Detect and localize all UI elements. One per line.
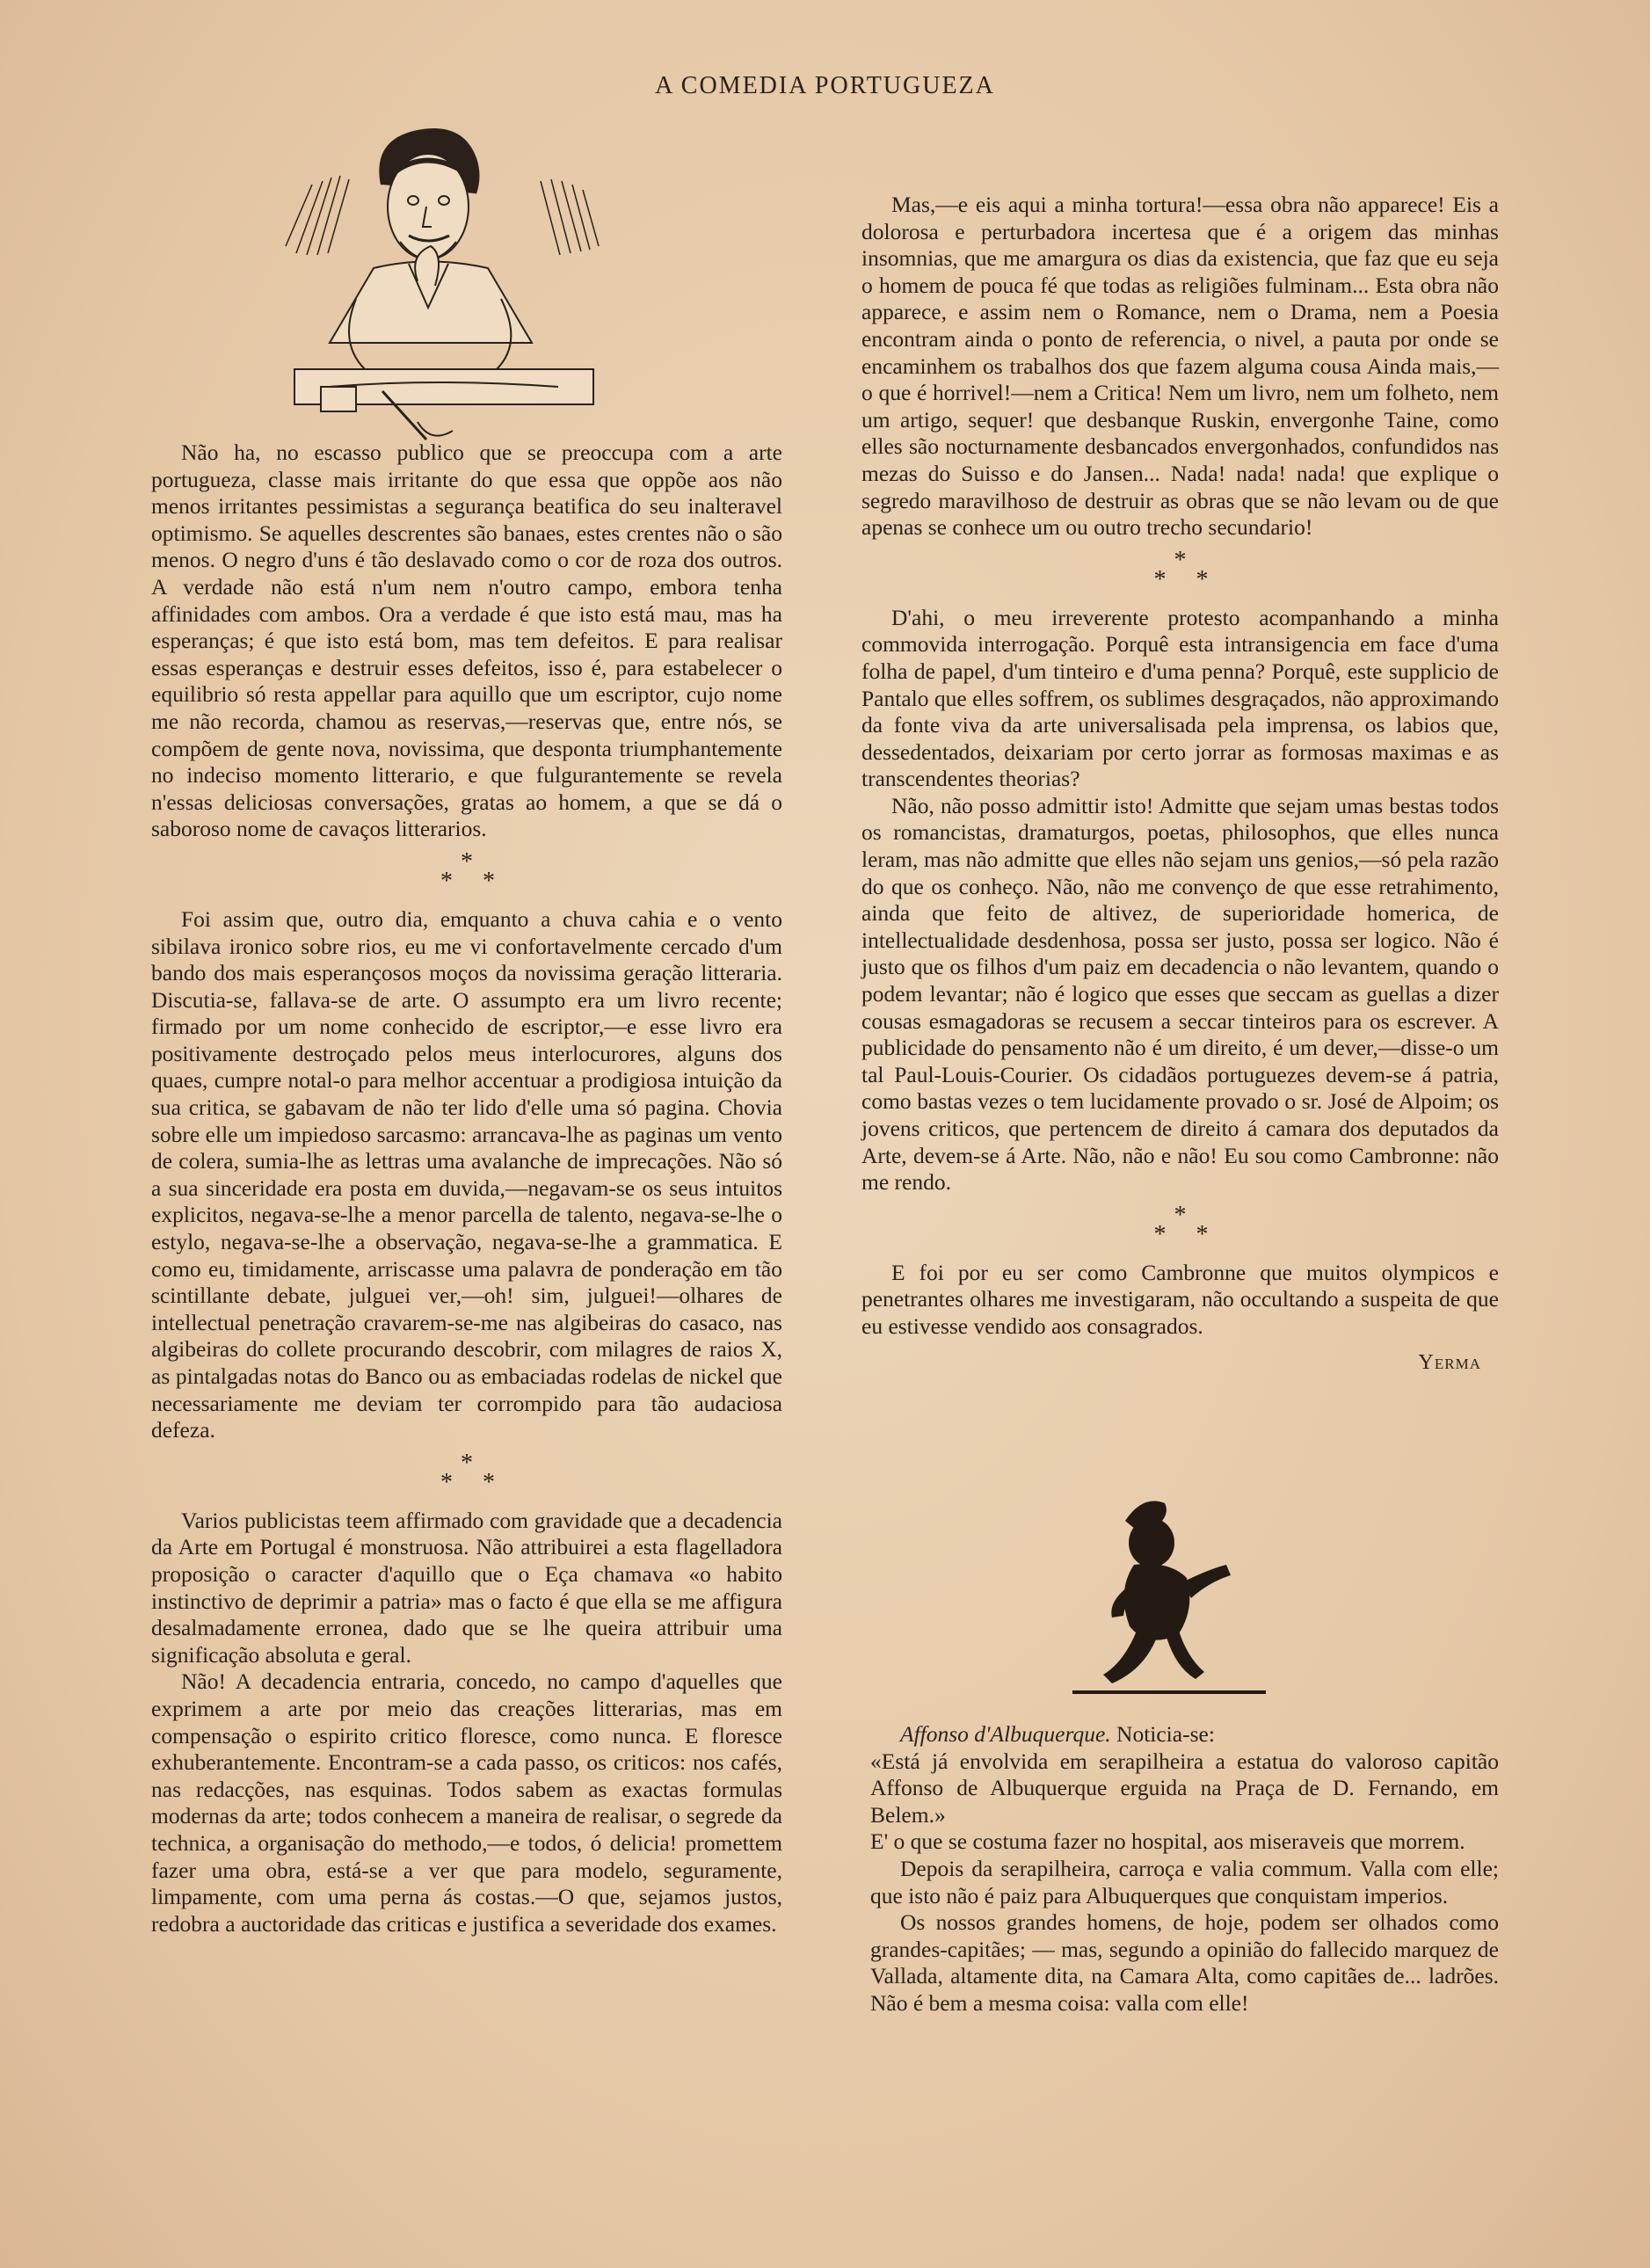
author-signature: Yerma — [1418, 1350, 1481, 1374]
section-separator: * * * — [1153, 546, 1209, 593]
paragraph: Não! A decadencia entraria, concedo, no campo d'aquelles que exprimem a arte por meio das creações litterarias, mas em compensação o espirito critico floresce, como nunca. E floresce exhuberantemente. Encontram-se a cada passo, os criticos: nos cafés, nas redacções, nas esquinas. Todos sabem as exactas formulas modernas da arte; todos conhecem a maneira de realisar, o segrede da technica, a organisação do methodo,—e todos, ó delicia! promettem fazer uma obra, está-se a ver que para modelo, seguramente, limpamente, com uma perna ás costas.—O que, sejamos justos, redobra a auctoridade das criticas e justifica a severidade dos exames. — [151, 1668, 782, 1937]
paragraph: Affonso d'Albuquerque. Noticia-se: — [900, 1721, 1215, 1747]
paragraph: Foi assim que, outro dia, emquanto a chuva cahia e o vento sibilava ironico sobre rios, eu me vi confortavelmente cercado d'um bando dos mais esperançosos moços da novissima geração litteraria. Discutia-se, fallava-se de arte. O assumpto era um livro recente; firmado por um nome conhecido de escriptor,—e esse livro era positivamente destroçado pelos meus interlocurores, alguns dos quaes, cumpre notal-o para melhor accentuar a prodigiosa intuição da sua critica, se gabavam de não ter lido d'elle uma só pagina. Chovia sobre elle um impiedoso sarcasmo: arrancava-lhe as paginas um vento de colera, sumia-lhe as lettras uma avalanche de imprecações. Não só a sua sinceridade era posta em duvida,—negavam-se os seus intuitos explicitos, negava-se-lhe a menor parcella de talento, negava-se-lhe o estylo, negava-se-lhe a observação, negava-se-lhe a grammatica. E como eu, timidamente, arriscasse uma palavra de ponderação em tão scintillante debate, julguei ver,—oh! sim, julguei!—olhares de intellectual penetração cravarem-se-me nas algibeiras do casaco, nas algibeiras do collete procurando descobrir, com milagres de raios X, as pintalgadas notas do Banco ou as embaciadas rodelas de nickel que necessariamente me deviam ter corrompido para tão audaciosa defeza. — [151, 905, 782, 1443]
right-column — [861, 192, 1499, 1376]
walking-figure-illustration — [1064, 1494, 1275, 1710]
paragraph: Depois da serapilheira, carroça e valia commum. Valla com elle; que isto não é paiz para Albuquerques que conquistam imperios. — [870, 1855, 1499, 1908]
page-header: A COMEDIA PORTUGUEZA — [655, 72, 995, 99]
paragraph: D'ahi, o meu irreverente protesto acompanhando a minha commovida interrogação. Porquê esta intransigencia em face d'uma folha de papel, d'um tinteiro e d'uma penna? Porquê, este supplicio de Pantalo que elles soffrem, os sublimes desgraçados, não approximando da fonte viva da arte universalisada pela imprensa, os labios que, dessedentados, deixariam por certo jorrar as formosas maximas e as transcendentes theorias? — [861, 604, 1499, 792]
section-separator: * * * — [440, 847, 495, 895]
paragraph: E' o que se costuma fazer no hospital, aos miseraveis que morrem. — [870, 1828, 1465, 1855]
section-separator: * * * — [1153, 1201, 1209, 1248]
paragraph: Não ha, no escasso publico que se preoccupa com a arte portugueza, classe mais irritante do que essa que oppõe aos não menos irritantes pessimistas a segurança beatifica do seu inalteravel optimismo. Se aquelles descrentes são banaes, estes crentes não o são menos. O negro d'uns é tão deslavado como o cor de roza dos outros. A verdade não está n'um nem n'outro campo, embora tenha affinidades com ambos. Ora a verdade é que isto está mau, mas ha esperanças; é que isto está bom, mas tem defeitos. E para realisar essas esperanças e destruir esses defeitos, isso é, para estabelecer o equilibrio só resta appellar para aquillo que um escriptor, cujo nome me não recorda, chamou as reservas,—reservas que, entre nós, se compõem de gente nova, novissima, que desponta triumphantemente no indeciso momento litterario, e que fulgurantemente se revela n'essas deliciosas conversações, gratas ao homem, a que se dá o saboroso nome de cavaços litterarios. — [151, 440, 782, 842]
paragraph: E foi por eu ser como Cambronne que muitos olympicos e penetrantes olhares me investigaram, não occultando a suspeita de que eu estivesse vendido aos consagrados. — [861, 1259, 1499, 1339]
section-lead: Affonso d'Albuquerque. — [900, 1721, 1111, 1747]
paragraph: Mas,—e eis aqui a minha tortura!—essa obra não apparece! Eis a dolorosa e perturbadora incertesa que é a origem das minhas insomnias, que me amargura os dias da existencia, que faz que eu seja o homem de pouca fé que todas as religiões fulminam... Esta obra não apparece, e assim nem o Romance, nem o Drama, nem a Poesia encontram ainda o ponto de referencia, o nivel, a pauta por onde se encaminhem os trabalhos dos que fazem alguma cousa Ainda mais,—o que é horrivel!—nem a Critica! Nem um livro, nem um folheto, nem um artigo, sequer! que desbanque Ruskin, envergonhe Taine, como elles são nocturnamente desbancados envergonhados, confundidos nas mezas do Suisso e do Jansen... Nada! nada! nada! que explique o segredo maravilhoso de destruir as obras que se não levam ou de que apenas se conhece um ou outro trecho secundario! — [861, 192, 1499, 541]
paragraph: Varios publicistas teem affirmado com gravidade que a decadencia da Arte em Portugal é monstruosa. Não attribuirei a esta flagelladora proposição o caracter d'aquillo que o Eça chamava «o habito instinctivo de deprimir a patria» mas o facto é que ella se me affigura desalmadamente erronea, dado que se lhe queira attribuir uma significação absoluta e geral. — [151, 1507, 782, 1668]
writer-illustration — [277, 123, 611, 444]
paragraph: Os nossos grandes homens, de hoje, podem ser olhados como grandes-capitães; — mas, segundo a opinião do fallecido marquez de Vallada, altamente dita, na Camara Alta, como capitães de... ladrões. Não é bem a mesma coisa: valla com elle! — [870, 1909, 1499, 2016]
left-column — [151, 440, 782, 1937]
affonso-section — [870, 1721, 1499, 2017]
paragraph: Não, não posso admittir isto! Admitte que sejam umas bestas todos os romancistas, dramaturgos, poetas, philosophos, que elles nunca leram, mas não admitte que elles não sejam uns genios,—só pela razão do que os conheço. Não, não me convenço de que esse retrahimento, ainda que feito de altivez, de superioridade homerica, de intellectualidade desdenhosa, possa ser justo, possa ser logico. Não é justo que os filhos d'um paiz em decadencia o não levantem, quando o podem levantar; não é logico que esses que seccam as guellas a dizer cousas esmagadoras se recusem a seccar tinteiros para os escrever. A publicidade do pensamento não é um direito, é um dever,—disse-o um tal Paul-Louis-Courier. Os cidadãos portuguezes devem-se á patria, como bastas vezes o tem lucidamente provado o sr. José de Alpoim; os jovens criticos, que pertencem de direito á camara dos deputados da Arte, devem-se á Arte. Não, não e não! Eu sou como Cambronne: não me rendo. — [861, 792, 1499, 1196]
section-separator: * * * — [440, 1449, 495, 1496]
paragraph: «Está já envolvida em serapilheira a estatua do valoroso capitão Affonso de Albuquerque erguida na Praça de D. Fernando, em Belem.» — [870, 1748, 1499, 1828]
